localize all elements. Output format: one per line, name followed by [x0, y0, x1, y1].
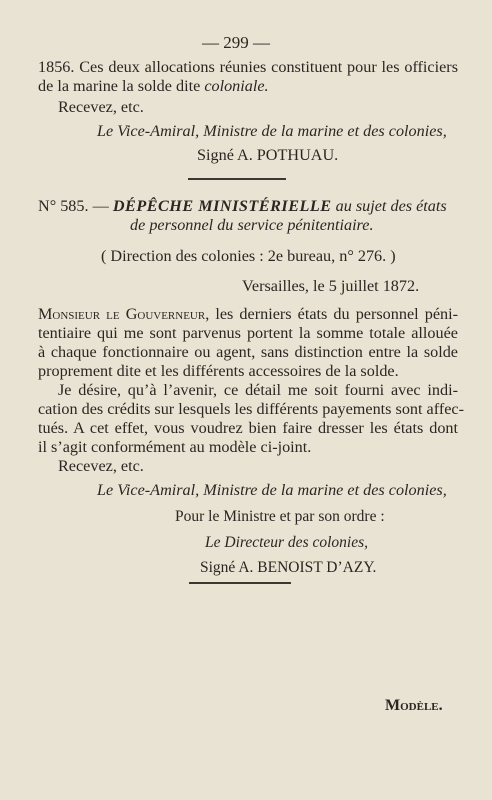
closing-formula: Recevez, etc.: [58, 98, 144, 116]
by-order-line: Pour le Ministre et par son ordre :: [175, 508, 385, 525]
paragraph-line: Monsieur le Gouverneur, les derniers états du personnel péni-: [38, 305, 458, 323]
section-divider: [188, 178, 286, 180]
signer-title: Le Vice-Amiral, Ministre de la marine et des colonies,: [97, 122, 447, 140]
paragraph-line: proprement dite et les différents accessoires de la solde.: [38, 362, 399, 380]
place-date: Versailles, le 5 juillet 1872.: [242, 277, 420, 295]
signer-title: Le Vice-Amiral, Ministre de la marine et des colonies,: [97, 481, 447, 499]
paragraph-line: tués. A cet effet, vous voudrez bien faire dresser les états dont: [38, 419, 458, 437]
closing-formula: Recevez, etc.: [58, 457, 144, 475]
page-number: — 299 —: [202, 33, 270, 52]
paragraph-line: tentiaire qui me sont parvenus portent la somme totale allouée: [38, 324, 458, 342]
paragraph-line: Je désire, qu’à l’avenir, ce détail me soit fourni avec indi-: [58, 381, 458, 399]
paragraph-line: il s’agit conformément au modèle ci-joint.: [38, 438, 312, 456]
paragraph-line: cation des crédits sur lesquels les différents payements sont affec-: [38, 400, 464, 418]
section-divider: [189, 582, 291, 584]
text-line: 1856. Ces deux allocations réunies constituent pour les officiers: [38, 58, 458, 76]
italic-term: coloniale.: [204, 77, 269, 95]
signature: Signé A. BENOIST D’AZY.: [200, 559, 377, 576]
modele-label: Modèle.: [385, 697, 443, 714]
dispatch-heading-line2: de personnel du service pénitentiaire.: [130, 216, 374, 234]
director-title: Le Directeur des colonies,: [205, 534, 368, 551]
direction-reference: ( Direction des colonies : 2e bureau, n° 276. ): [101, 247, 396, 265]
paragraph-line: à chaque fonctionnaire ou agent, sans distinction entre la solde: [38, 343, 458, 361]
dispatch-heading: N° 585. — DÉPÊCHE MINISTÉRIELLE au sujet des états: [38, 197, 447, 215]
salutation: Monsieur le Gouverneur: [38, 305, 206, 323]
text-line: de la marine la solde dite coloniale.: [38, 77, 269, 95]
signature: Signé A. POTHUAU.: [197, 146, 339, 164]
